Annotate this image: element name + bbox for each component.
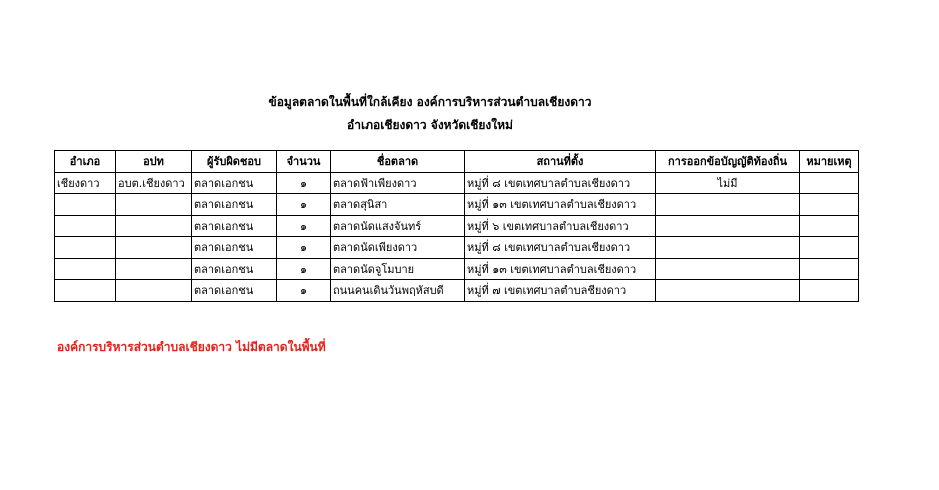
- cell-local-authority: [116, 258, 192, 280]
- cell-remarks: [800, 194, 859, 216]
- cell-district: [55, 237, 116, 259]
- cell-remarks: [800, 237, 859, 259]
- cell-count: ๑: [277, 172, 331, 194]
- cell-responsible: ตลาดเอกชน: [192, 237, 277, 259]
- column-header-district: อำเภอ: [55, 151, 116, 173]
- column-header-location: สถานที่ตั้ง: [465, 151, 656, 173]
- cell-market-name: ตลาดนัดแสงจันทร์: [331, 215, 465, 237]
- cell-responsible: ตลาดเอกชน: [192, 194, 277, 216]
- cell-location: หมู่ที่ ๘ เขตเทศบาลตำบลเชียงดาว: [465, 237, 656, 259]
- cell-local-authority: [116, 237, 192, 259]
- cell-local-authority: [116, 215, 192, 237]
- cell-location: หมู่ที่ ๗ เขตเทศบาลตำบลชียงดาว: [465, 280, 656, 302]
- cell-local-ordinance: [656, 215, 800, 237]
- cell-district: [55, 258, 116, 280]
- cell-local-ordinance: [656, 258, 800, 280]
- document-title: ข้อมูลตลาดในพื้นที่ใกล้เคียง องค์การบริหารส่วนตำบลเชียงดาว: [268, 95, 592, 109]
- cell-responsible: ตลาดเอกชน: [192, 258, 277, 280]
- cell-location: หมู่ที่ ๑๓ เขตเทศบาลตำบลเชียงดาว: [465, 258, 656, 280]
- cell-local-ordinance: [656, 280, 800, 302]
- cell-district: [55, 215, 116, 237]
- cell-market-name: ตลาดสุนิสา: [331, 194, 465, 216]
- cell-responsible: ตลาดเอกชน: [192, 280, 277, 302]
- table-row: [55, 237, 859, 259]
- table-row: [55, 280, 859, 302]
- document-subtitle: อำเภอเชียงดาว จังหวัดเชียงใหม่: [347, 118, 513, 132]
- column-header-responsible: ผู้รับผิดชอบ: [192, 151, 277, 173]
- cell-district: [55, 280, 116, 302]
- cell-market-name: ตลาดฟ้าเพียงดาว: [331, 172, 465, 194]
- cell-count: ๑: [277, 215, 331, 237]
- column-header-count: จำนวน: [277, 151, 331, 173]
- cell-local-authority: [116, 194, 192, 216]
- cell-count: ๑: [277, 194, 331, 216]
- cell-count: ๑: [277, 258, 331, 280]
- cell-remarks: [800, 258, 859, 280]
- column-header-market-name: ชื่อตลาด: [331, 151, 465, 173]
- cell-local-ordinance: [656, 237, 800, 259]
- cell-responsible: ตลาดเอกชน: [192, 172, 277, 194]
- cell-count: ๑: [277, 280, 331, 302]
- cell-market-name: ตลาดนัดจูโมบาย: [331, 258, 465, 280]
- cell-market-name: ตลาดนัดเพียงดาว: [331, 237, 465, 259]
- cell-location: หมู่ที่ ๖ เขตเทศบาลตำบลเชียงดาว: [465, 215, 656, 237]
- no-market-note: องค์การบริหารส่วนตำบลเชียงดาว ไม่มีตลาดในพื้นที่: [57, 340, 326, 354]
- cell-market-name: ถนนคนเดินวันพฤหัสบดี: [331, 280, 465, 302]
- column-header-remarks: หมายเหตุ: [800, 151, 859, 173]
- cell-location: หมู่ที่ ๑๓ เขตเทศบาลตำบลเชียงดาว: [465, 194, 656, 216]
- table-row: [55, 194, 859, 216]
- market-table: [54, 150, 859, 302]
- table-header-row: [55, 151, 859, 173]
- table-row: [55, 215, 859, 237]
- cell-district: เชียงดาว: [55, 172, 116, 194]
- cell-remarks: [800, 172, 859, 194]
- cell-district: [55, 194, 116, 216]
- cell-responsible: ตลาดเอกชน: [192, 215, 277, 237]
- cell-local-ordinance: [656, 194, 800, 216]
- table-row: [55, 258, 859, 280]
- cell-location: หมู่ที่ ๘ เขตเทศบาลตำบลเชียงดาว: [465, 172, 656, 194]
- column-header-local-ordinance: การออกข้อบัญญัติท้องถิ่น: [656, 151, 800, 173]
- cell-local-ordinance: ไม่มี: [656, 172, 800, 194]
- cell-local-authority: อบต.เชียงดาว: [116, 172, 192, 194]
- cell-remarks: [800, 215, 859, 237]
- cell-remarks: [800, 280, 859, 302]
- table-row: [55, 172, 859, 194]
- cell-count: ๑: [277, 237, 331, 259]
- cell-local-authority: [116, 280, 192, 302]
- column-header-local-authority: อปท: [116, 151, 192, 173]
